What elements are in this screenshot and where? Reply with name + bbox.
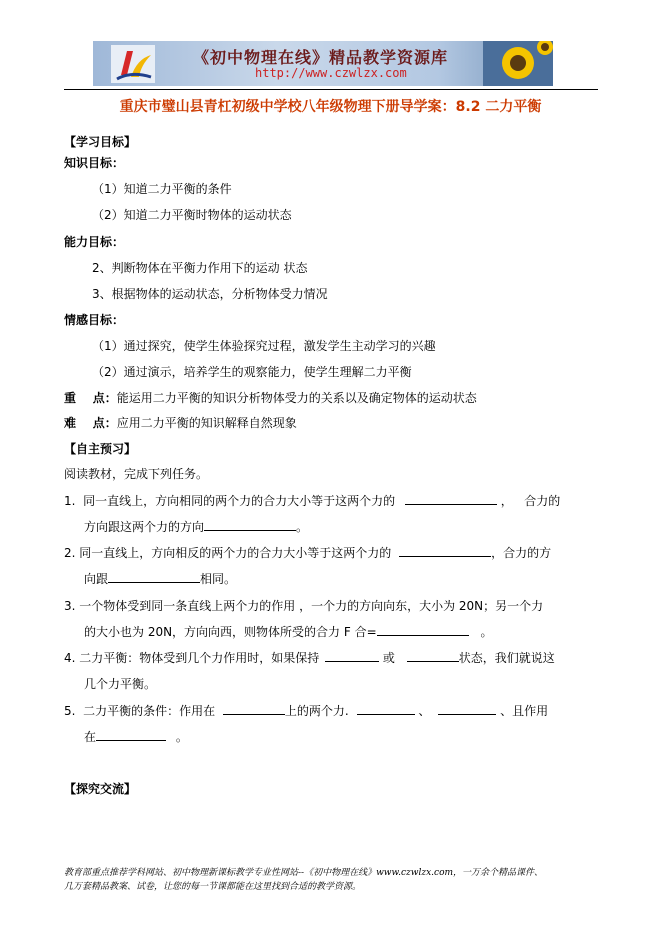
question-4-line-2: 几个力平衡。 <box>84 677 157 691</box>
question-1-text-c: 方向跟这两个力的方向 <box>84 520 205 534</box>
question-1-line-1 <box>64 493 560 509</box>
question-5-line-2 <box>84 729 188 745</box>
site-logo-icon <box>111 45 155 83</box>
banner-url: http://www.czwlzx.com <box>255 66 407 80</box>
header-banner <box>93 41 553 86</box>
knowledge-item-1: （1）知道二力平衡的条件 <box>92 182 232 196</box>
question-1-text-d: 。 <box>296 520 309 534</box>
question-2-text-d: 相同。 <box>200 572 237 586</box>
document-title: 重庆市璧山县青杠初级中学校八年级物理下册导学案：8.2 二力平衡 <box>119 99 542 115</box>
ability-item-1: 2、判断物体在平衡力作用下的运动 状态 <box>92 261 308 275</box>
sunflower-image-icon <box>483 41 553 86</box>
question-5-text-c: 、 <box>418 704 431 718</box>
question-4-blank-1[interactable] <box>325 650 379 662</box>
question-5-text-d: 、且作用 <box>500 704 549 718</box>
question-2-blank-1[interactable] <box>399 545 491 557</box>
emotion-item-1: （1）通过探究，使学生体验探究过程，激发学生主动学习的兴趣 <box>92 339 436 353</box>
question-5-blank-4[interactable] <box>96 729 166 741</box>
question-2-text-b: ，合力的方 <box>491 546 552 560</box>
banner-title: 《初中物理在线》精品教学资源库 <box>193 48 449 67</box>
question-3-text-b: 的大小也为 20N，方向向西，则物体所受的合力 F 合= <box>84 625 377 639</box>
knowledge-item-2: （2）知道二力平衡时物体的运动状态 <box>92 208 292 222</box>
question-1-line-2 <box>84 519 308 535</box>
footer-line-2: 几万套精品教案、试卷，让您的每一节课都能在这里找到合适的教学资源。 <box>64 882 362 892</box>
question-3-line-1: 3. 一个物体受到同一条直线上两个力的作用 ，一个力的方向向东，大小为 20N；另一个力 <box>64 599 544 613</box>
explore-heading: 【探究交流】 <box>64 782 137 796</box>
key-point-text: 能运用二力平衡的知识分析物体受力的关系以及确定物体的运动状态 <box>116 391 477 405</box>
key-point-label: 重 点： <box>64 391 117 405</box>
question-3-blank[interactable] <box>377 624 469 636</box>
question-5-text-f: 。 <box>175 730 188 744</box>
difficulty-text: 应用二力平衡的知识解释自然现象 <box>116 416 297 430</box>
question-5-text-b: 上的两个力. <box>284 704 349 718</box>
question-5-blank-3[interactable] <box>438 703 496 715</box>
goals-heading: 【学习目标】 <box>64 135 137 149</box>
ability-item-2: 3、根据物体的运动状态，分析物体受力情况 <box>92 287 328 301</box>
footer-line-1: 教育部重点推荐学科网站、初中物理新课标教学专业性网站--《初中物理在线》www.czwlzx.com，一万余个精品课件、 <box>64 868 544 878</box>
page-footer <box>64 866 624 894</box>
preview-heading: 【自主预习】 <box>64 442 137 456</box>
question-3-line-2 <box>84 624 493 640</box>
question-4-text-c: 状态，我们就说这 <box>458 651 555 665</box>
question-5-blank-1[interactable] <box>223 703 285 715</box>
question-2-line-1 <box>64 545 551 561</box>
question-5-blank-2[interactable] <box>357 703 415 715</box>
emotion-item-2: （2）通过演示，培养学生的观察能力，使学生理解二力平衡 <box>92 365 412 379</box>
key-point <box>64 390 477 406</box>
question-1-text-a: 1. 同一直线上，方向相同的两个力的合力大小等于这两个力的 <box>64 494 396 508</box>
ability-heading: 能力目标： <box>64 235 125 249</box>
question-4-text-b: 或 <box>382 651 395 665</box>
question-1-blank-1[interactable] <box>405 493 497 505</box>
difficulty-point <box>64 415 297 431</box>
question-4-line-1 <box>64 650 555 666</box>
question-4-blank-2[interactable] <box>407 650 459 662</box>
question-2-text-c: 向跟 <box>84 572 109 586</box>
question-4-text-a: 4. 二力平衡：物体受到几个力作用时，如果保持 <box>64 651 320 665</box>
question-5-text-e: 在 <box>84 730 97 744</box>
difficulty-label: 难 点： <box>64 416 117 430</box>
emotion-heading: 情感目标： <box>64 313 125 327</box>
question-5-text-a: 5. 二力平衡的条件：作用在 <box>64 704 216 718</box>
question-2-blank-2[interactable] <box>108 571 200 583</box>
question-3-text-c: 。 <box>480 625 493 639</box>
question-5-line-1 <box>64 703 548 719</box>
question-2-line-2 <box>84 571 236 587</box>
question-2-text-a: 2. 同一直线上，方向相反的两个力的合力大小等于这两个力的 <box>64 546 392 560</box>
header-divider <box>64 89 598 90</box>
question-1-text-b: ， 合力的 <box>500 494 561 508</box>
question-1-blank-2[interactable] <box>204 519 296 531</box>
knowledge-heading: 知识目标： <box>64 156 125 170</box>
preview-intro: 阅读教材，完成下列任务。 <box>64 467 209 481</box>
